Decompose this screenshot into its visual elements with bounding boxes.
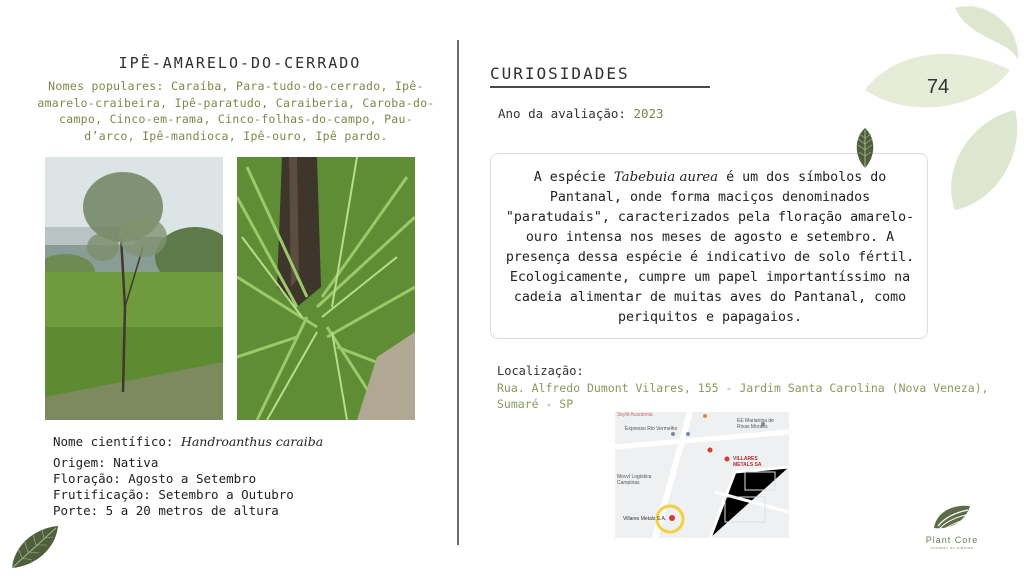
scientific-name [53, 434, 433, 449]
map-label: Expresso Rio Vermelho [625, 426, 678, 432]
location-address: Rua. Alfredo Dumont Vilares, 155 - Jardim Santa Carolina (Nova Veneza), Sumaré - SP [497, 381, 989, 411]
leaf-icon [852, 126, 878, 170]
map-label: VILLARES METALS SA [733, 456, 762, 468]
title-underline [490, 86, 710, 88]
location-label: Localização: [497, 364, 584, 378]
fruiting: Frutificação: Setembro a Outubro [53, 487, 294, 502]
year-value: 2023 [633, 106, 664, 121]
curiosities-title: CURIOSIDADES [490, 64, 630, 83]
brand-tagline: cuidado ao plantas [930, 545, 974, 550]
popular-names: Nomes populares: Caraíba, Para-tudo-do-cerrado, Ipê-amarelo-craibeira, Ipê-paratudo, Caraiberia, Caroba-do-campo, Cinco-em-rama, Cinco-folhas-do-campo, Pau-d’arco, Ipê-mandioca, Ipê-ouro, Ipê pardo. [37, 79, 435, 143]
species-italic: Tabebuia aurea [613, 170, 719, 185]
flowering: Floração: Agosto a Setembro [53, 471, 257, 486]
map-label: Movvi Logística Campinas [617, 474, 652, 486]
column-divider [457, 40, 459, 545]
map-label: Villares Metals S.A. [623, 516, 667, 522]
brand-name: Plant Core [925, 535, 979, 545]
tree-photo [45, 157, 223, 420]
leaf-icon [8, 522, 62, 572]
trunk-photo [237, 157, 415, 420]
year-label: Ano da avaliação: [498, 106, 626, 121]
scientific-name-value: Handroanthus caraiba [180, 434, 324, 449]
size: Porte: 5 a 20 metros de altura [53, 503, 279, 518]
map-label: EE Marianina de Rivas Moraes [737, 418, 774, 430]
curiosity-text: A espécie Tabebuia aurea é um dos símbolos do Pantanal, onde forma maciços denominados "paratudais", caracterizados pela floração amarelo-ouro intensa nos meses de agosto e setembro. A presença dessa espécie é indicativo de solo fértil. Ecologicamente, cumpre um papel importantíssimo na cadeia alimentar de muitas aves do Pantanal, como periquitos e papagaios. [505, 170, 915, 325]
location-map[interactable] [615, 412, 789, 538]
evaluation-year [498, 106, 664, 121]
page-number: 74 [926, 76, 950, 98]
scientific-name-label: Nome científico: [53, 434, 174, 449]
plant-core-logo [930, 502, 974, 532]
species-title: IPÊ-AMARELO-DO-CERRADO [118, 54, 362, 72]
origin: Origem: Nativa [53, 455, 159, 470]
decorative-leaves [860, 0, 1024, 230]
map-label: Skyfit Academia [617, 412, 653, 418]
